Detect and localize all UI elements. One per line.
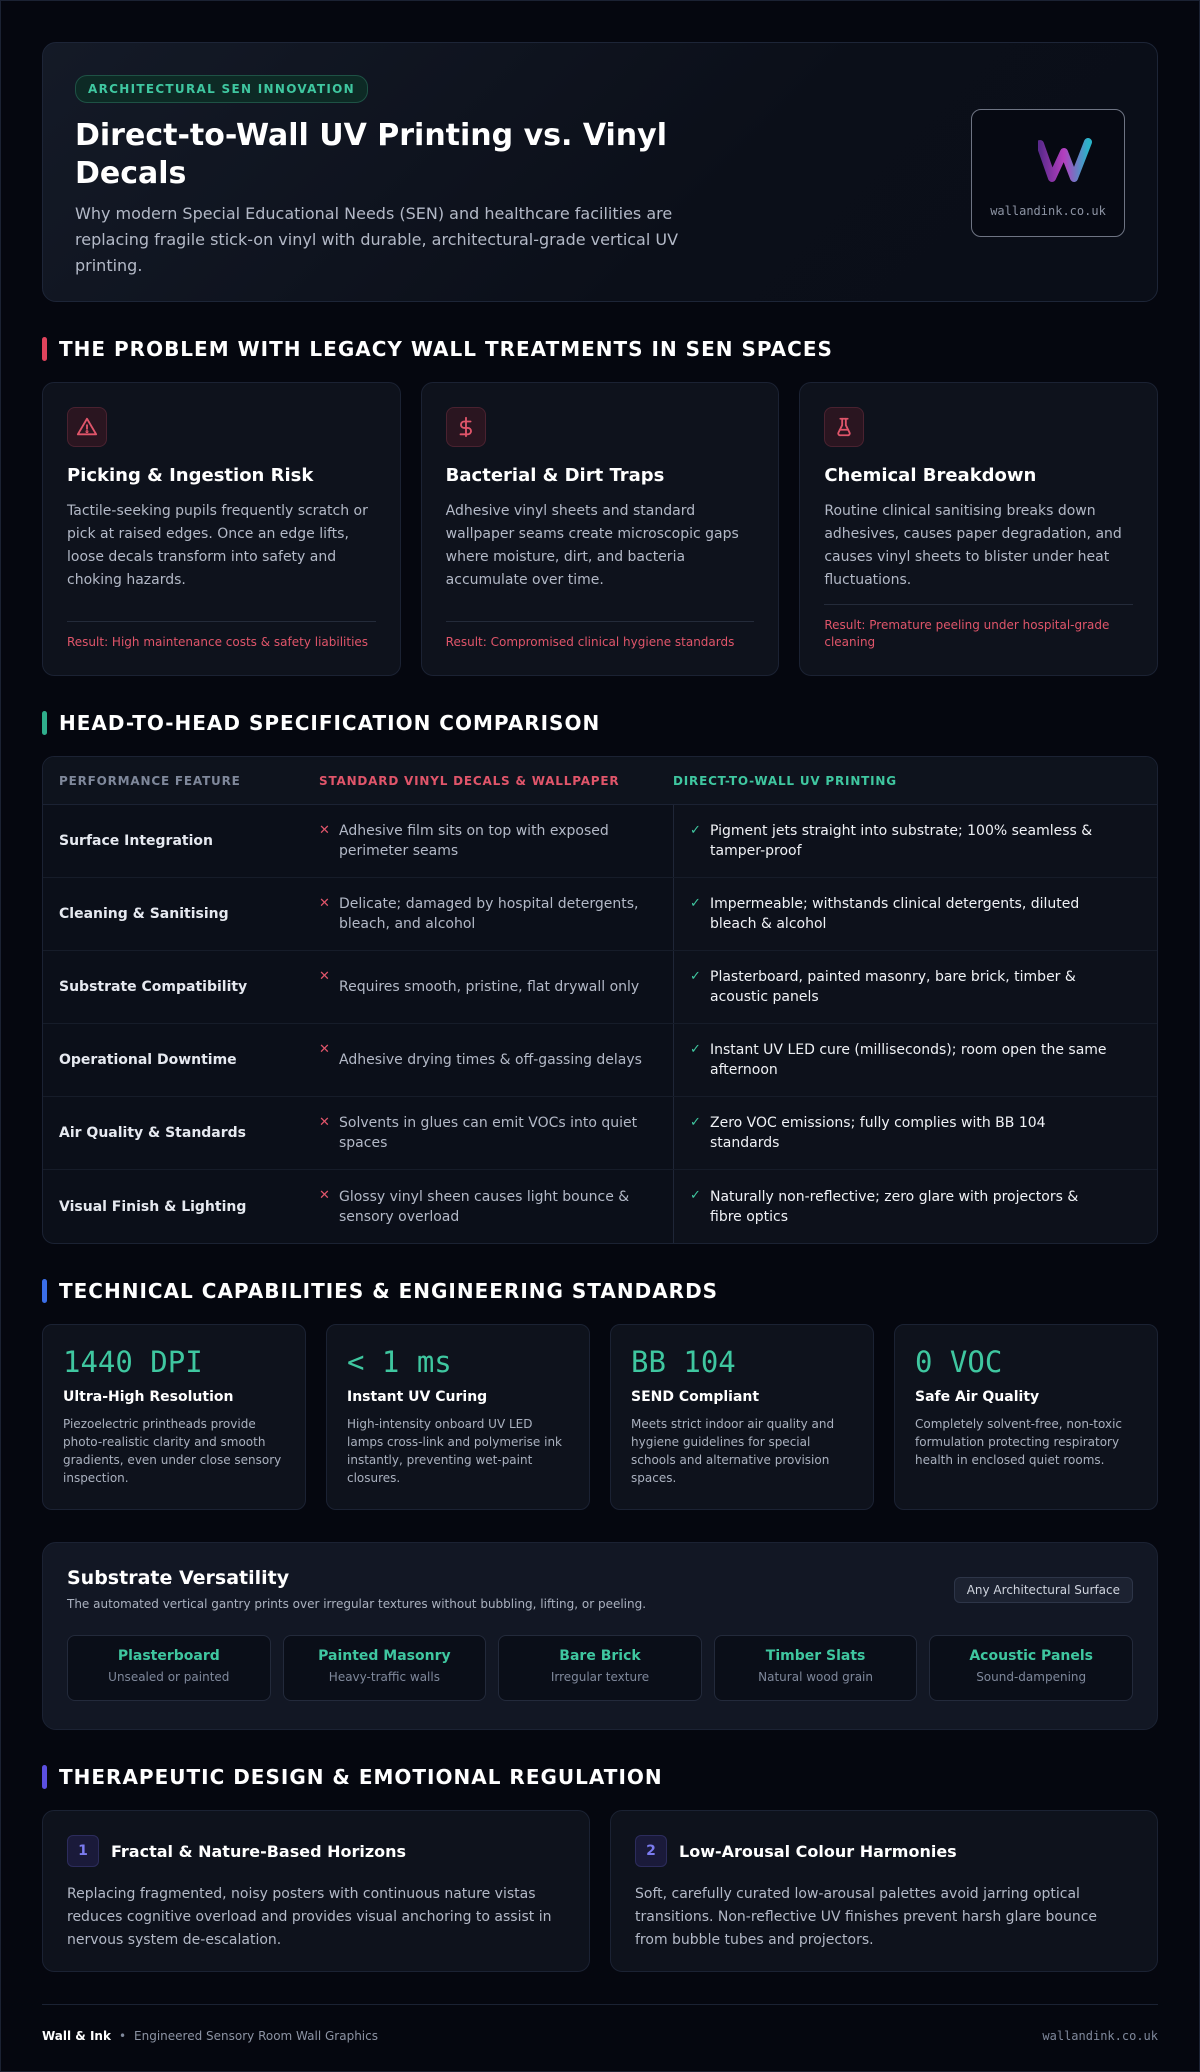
page-title: Direct-to-Wall UV Printing vs. Vinyl Decals: [75, 118, 668, 191]
stat-value: 1440 DPI: [63, 1345, 203, 1379]
hero-subtitle: Why modern Special Educational Needs (SEN) and healthcare facilities are replacing fragile stick-on vinyl with durable, architectural-grade vertical UV printing.: [75, 204, 679, 275]
therapeutic-card: [610, 1810, 1158, 1972]
therapeutic-card-title: Fractal & Nature-Based Horizons: [111, 1841, 407, 1861]
therapeutic-card-header: [635, 1835, 1133, 1867]
substrate-title: Substrate Versatility: [67, 1567, 290, 1589]
uv-cell: [673, 805, 1157, 877]
problem-card: [799, 382, 1158, 676]
feature-cell: Surface Integration: [59, 833, 213, 849]
technical-title: TECHNICAL CAPABILITIES & ENGINEERING STANDARDS: [59, 1279, 719, 1303]
comparison-heading: [42, 710, 1158, 736]
substrate-item: [283, 1635, 487, 1701]
vinyl-text: Delicate; damaged by hospital detergents, bleach, and alcohol: [339, 896, 639, 932]
cross-icon: ✕: [319, 896, 330, 911]
column-header-feature: PERFORMANCE FEATURE: [59, 773, 241, 788]
check-icon: ✓: [690, 969, 701, 984]
substrate-item: [498, 1635, 702, 1701]
footer: [42, 2004, 1158, 2043]
problem-card: [421, 382, 780, 676]
logo-url: wallandink.co.uk: [990, 204, 1106, 218]
stat-desc: Meets strict indoor air quality and hygiene guidelines for special schools and alternative provision spaces.: [631, 1417, 835, 1485]
therapeutic-heading: [42, 1764, 1158, 1790]
vinyl-cell: [313, 1097, 673, 1169]
uv-text: Zero VOC emissions; fully complies with BB 104 standards: [710, 1115, 1046, 1151]
stat-card: [42, 1324, 306, 1510]
check-icon: ✓: [690, 823, 701, 838]
substrate-item-note: Heavy-traffic walls: [328, 1670, 440, 1684]
table-header: [43, 757, 1157, 805]
cross-icon: ✕: [319, 1115, 330, 1130]
therapeutic-card-header: [67, 1835, 565, 1867]
stat-label: Safe Air Quality: [915, 1389, 1040, 1405]
stat-desc: Piezoelectric printheads provide photo-realistic clarity and smooth gradients, even under close sensory inspection.: [63, 1417, 282, 1485]
logo-card[interactable]: [971, 109, 1125, 237]
stat-value: < 1 ms: [347, 1345, 452, 1379]
heading-accent-bar: [42, 1279, 47, 1303]
feature-cell: Air Quality & Standards: [59, 1125, 247, 1141]
heading-accent-bar: [42, 337, 47, 361]
hero-section: [42, 42, 1158, 302]
column-header-vinyl: STANDARD VINYL DECALS & WALLPAPER: [319, 773, 620, 788]
therapeutic-cards: [42, 1810, 1158, 1972]
substrate-item-name: Acoustic Panels: [969, 1648, 1093, 1664]
problem-card-title: Picking & Ingestion Risk: [67, 465, 314, 486]
table-row: [43, 1170, 1157, 1243]
uv-text: Instant UV LED cure (milliseconds); room open the same afternoon: [710, 1042, 1107, 1078]
vinyl-text: Glossy vinyl sheen causes light bounce & sensory overload: [339, 1188, 630, 1225]
table-row: [43, 951, 1157, 1024]
heading-accent-bar: [42, 1765, 47, 1789]
problem-card-body: Routine clinical sanitising breaks down adhesives, causes paper degradation, and causes vinyl sheets to blister under heat fluctuations.: [824, 503, 1122, 588]
icon-box: [446, 407, 486, 447]
substrate-item: [67, 1635, 271, 1701]
table-row: [43, 805, 1157, 878]
table-row: [43, 1097, 1157, 1170]
dollar-icon: [455, 416, 477, 438]
uv-cell: [673, 878, 1157, 950]
vinyl-text: Solvents in glues can emit VOCs into quiet spaces: [339, 1115, 638, 1151]
vinyl-cell: [313, 1170, 673, 1243]
number-badge: 1: [67, 1835, 99, 1867]
icon-box: [67, 407, 107, 447]
cross-icon: ✕: [319, 1188, 330, 1203]
stat-card: [894, 1324, 1158, 1510]
problem-heading: [42, 336, 1158, 362]
vinyl-cell: [313, 951, 673, 1023]
vinyl-cell: [313, 805, 673, 877]
comparison-title: HEAD-TO-HEAD SPECIFICATION COMPARISON: [59, 711, 601, 735]
column-header-uv: DIRECT-TO-WALL UV PRINTING: [673, 773, 897, 788]
problem-card-result: Result: Premature peeling under hospital-grade cleaning: [824, 604, 1133, 651]
stat-desc: High-intensity onboard UV LED lamps cross-link and polymerise ink instantly, preventing wet-paint closures.: [347, 1417, 563, 1485]
therapeutic-card: [42, 1810, 590, 1972]
problem-card-title: Chemical Breakdown: [824, 465, 1037, 486]
therapeutic-title: THERAPEUTIC DESIGN & EMOTIONAL REGULATION: [59, 1765, 663, 1789]
substrate-item: [714, 1635, 918, 1701]
problem-card-result: Result: Compromised clinical hygiene standards: [446, 621, 755, 651]
substrate-item-note: Sound-dampening: [976, 1670, 1087, 1684]
substrate-item-name: Painted Masonry: [318, 1648, 451, 1664]
cross-icon: ✕: [319, 969, 330, 984]
stat-label: Instant UV Curing: [347, 1389, 488, 1405]
therapeutic-card-title: Low-Arousal Colour Harmonies: [679, 1841, 957, 1861]
feature-cell: Substrate Compatibility: [59, 979, 248, 995]
problem-cards: [42, 382, 1158, 676]
stat-card: [610, 1324, 874, 1510]
stat-card: [326, 1324, 590, 1510]
hero-badge: ARCHITECTURAL SEN INNOVATION: [75, 75, 368, 103]
substrate-item-note: Irregular texture: [550, 1670, 650, 1684]
uv-text: Naturally non-reflective; zero glare with projectors & fibre optics: [710, 1188, 1079, 1225]
therapeutic-card-body: Replacing fragmented, noisy posters with continuous nature vistas reduces cognitive overload and provides visual anchoring to assist in nervous system de-escalation.: [67, 1886, 552, 1948]
substrate-items: [67, 1635, 1133, 1701]
page-content: [42, 42, 1158, 2043]
wallandink-logo-icon: [1038, 138, 1104, 184]
substrate-item-name: Plasterboard: [117, 1648, 220, 1664]
substrate-item-note: Natural wood grain: [758, 1670, 873, 1684]
uv-text: Plasterboard, painted masonry, bare brick, timber & acoustic panels: [710, 969, 1076, 1005]
footer-separator: •: [118, 2029, 127, 2043]
substrate-item-name: Timber Slats: [765, 1648, 866, 1664]
feature-cell: Visual Finish & Lighting: [59, 1198, 247, 1215]
table-row: [43, 878, 1157, 951]
uv-cell: [673, 1024, 1157, 1096]
cross-icon: ✕: [319, 1042, 330, 1057]
comparison-table: [42, 756, 1158, 1244]
technical-heading: [42, 1278, 1158, 1304]
warning-triangle-icon: [76, 416, 98, 438]
vinyl-text: Adhesive film sits on top with exposed perimeter seams: [339, 823, 609, 859]
problem-card-body: Adhesive vinyl sheets and standard wallpaper seams create microscopic gaps where moisture, dirt, and bacteria accumulate over time.: [445, 503, 739, 588]
stat-value: BB 104: [631, 1345, 736, 1379]
table-row: [43, 1024, 1157, 1097]
vinyl-text: Adhesive drying times & off-gassing delays: [339, 1052, 642, 1068]
uv-text: Pigment jets straight into substrate; 100% seamless & tamper-proof: [710, 823, 1093, 859]
substrate-item-note: Unsealed or painted: [108, 1670, 230, 1684]
number-badge: 2: [635, 1835, 667, 1867]
check-icon: ✓: [690, 1188, 701, 1203]
check-icon: ✓: [690, 1042, 701, 1057]
substrate-desc: The automated vertical gantry prints over irregular textures without bubbling, lifting, or peeling.: [67, 1597, 647, 1611]
heading-accent-bar: [42, 711, 47, 735]
footer-url-link[interactable]: wallandink.co.uk: [1042, 2029, 1158, 2043]
stat-desc: Completely solvent-free, non-toxic formulation protecting respiratory health in enclosed quiet rooms.: [915, 1417, 1123, 1467]
problem-card: [42, 382, 401, 676]
uv-cell: [673, 1170, 1157, 1243]
vinyl-cell: [313, 878, 673, 950]
feature-cell: Cleaning & Sanitising: [59, 906, 229, 922]
problem-card-body: Tactile-seeking pupils frequently scratch or pick at raised edges. Once an edge lifts, loose decals transform into safety and choking hazards.: [67, 503, 368, 588]
problem-card-title: Bacterial & Dirt Traps: [445, 465, 665, 486]
icon-box: [824, 407, 864, 447]
uv-cell: [673, 1097, 1157, 1169]
stat-label: Ultra-High Resolution: [63, 1389, 234, 1405]
problem-card-result: Result: High maintenance costs & safety liabilities: [67, 621, 376, 651]
substrate-tag: Any Architectural Surface: [954, 1577, 1133, 1603]
check-icon: ✓: [690, 896, 701, 911]
problem-title: THE PROBLEM WITH LEGACY WALL TREATMENTS IN SEN SPACES: [59, 337, 833, 361]
vinyl-cell: [313, 1024, 673, 1096]
vinyl-text: Requires smooth, pristine, flat drywall only: [339, 979, 640, 995]
footer-brand: Wall & Ink: [42, 2029, 111, 2043]
flask-icon: [833, 416, 855, 438]
uv-text: Impermeable; withstands clinical detergents, diluted bleach & alcohol: [710, 896, 1080, 932]
therapeutic-card-body: Soft, carefully curated low-arousal palettes avoid jarring optical transitions. Non-reflective UV finishes prevent harsh glare bounce from bubble tubes and projectors.: [635, 1886, 1098, 1948]
cross-icon: ✕: [319, 823, 330, 838]
check-icon: ✓: [690, 1115, 701, 1130]
uv-cell: [673, 951, 1157, 1023]
footer-tagline: Engineered Sensory Room Wall Graphics: [134, 2029, 378, 2043]
substrate-item: [929, 1635, 1133, 1701]
substrate-item-name: Bare Brick: [559, 1648, 641, 1664]
stat-cards: [42, 1324, 1158, 1510]
stat-label: SEND Compliant: [631, 1389, 760, 1405]
stat-value: 0 VOC: [915, 1345, 1003, 1379]
feature-cell: Operational Downtime: [59, 1052, 237, 1068]
substrate-panel: [42, 1542, 1158, 1730]
